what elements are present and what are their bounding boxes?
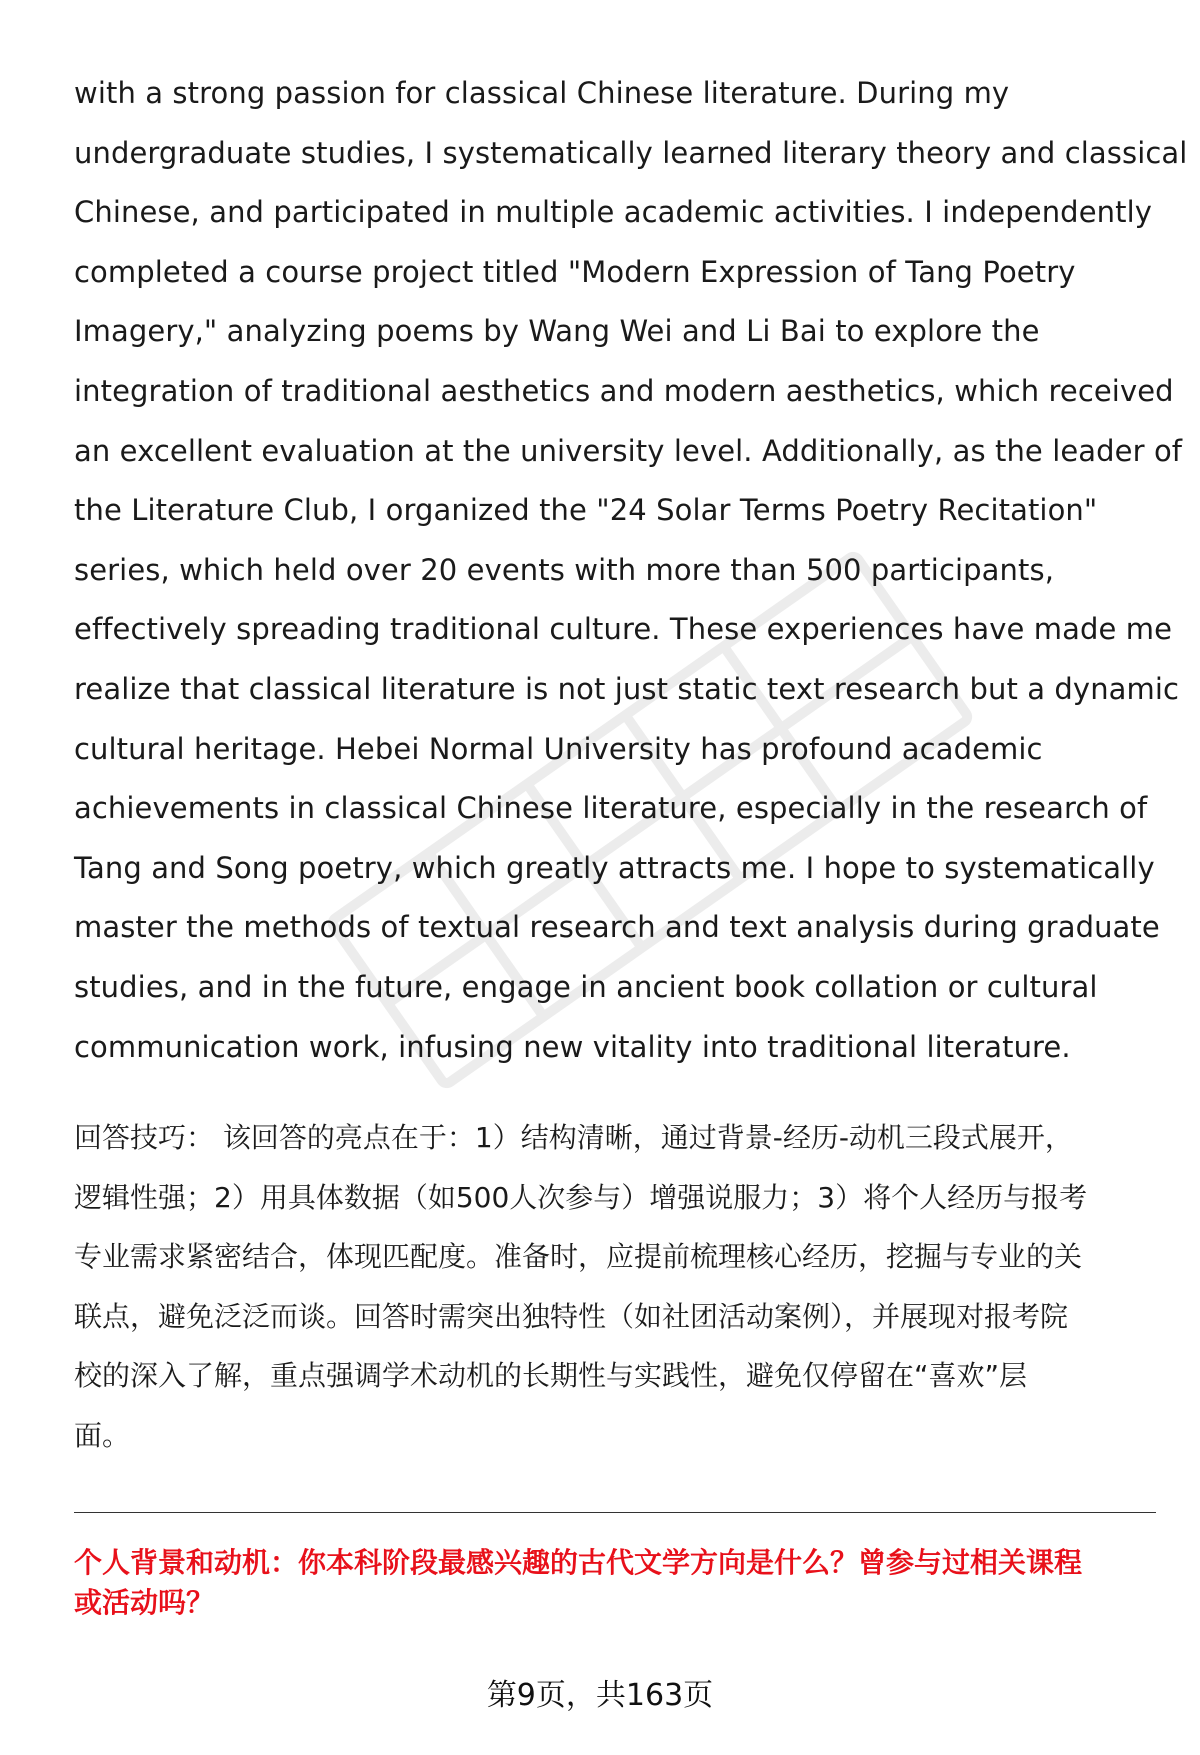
answer-line: studies, and in the future, engage in ancient book collation or cultural xyxy=(74,969,1098,1004)
answer-line: achievements in classical Chinese literature, especially in the research of xyxy=(74,791,1148,826)
answer-line: an excellent evaluation at the university level. Additionally, as the leader of xyxy=(74,433,1183,468)
answer-line: realize that classical literature is not just static text research but a dynamic xyxy=(74,671,1180,706)
answer-line: series, which held over 20 events with more than 500 participants, xyxy=(74,552,1055,587)
answer-line: cultural heritage. Hebei Normal University has profound academic xyxy=(74,731,1043,766)
question-line: 或活动吗？ xyxy=(74,1586,215,1619)
answer-line: Chinese, and participated in multiple academic activities. I independently xyxy=(74,195,1153,230)
answer-paragraph xyxy=(74,64,1188,1077)
answer-line: completed a course project titled "Modern Expression of Tang Poetry xyxy=(74,254,1076,289)
page-number: 第9页，共163页 xyxy=(486,1678,714,1713)
section-divider xyxy=(74,1512,1156,1513)
tips-line: 逻辑性强；2）用具体数据（如500人次参与）增强说服力；3）将个人经历与报考 xyxy=(74,1180,1088,1214)
answer-line: effectively spreading traditional culture. These experiences have made me xyxy=(74,612,1173,647)
answer-line: with a strong passion for classical Chinese literature. During my xyxy=(74,76,1010,110)
answer-line: master the methods of textual research and text analysis during graduate xyxy=(74,910,1160,945)
question-line: 个人背景和动机：你本科阶段最感兴趣的古代文学方向是什么？曾参与过相关课程 xyxy=(74,1546,1083,1579)
tips-line: 面。 xyxy=(74,1418,131,1452)
tips-line: 联点，避免泛泛而谈。回答时需突出独特性（如社团活动案例），并展现对报考院 xyxy=(74,1299,1069,1333)
answer-line: Imagery," analyzing poems by Wang Wei and Li Bai to explore the xyxy=(74,314,1040,349)
answer-tips xyxy=(74,1108,1154,1466)
tips-line: 回答技巧： 该回答的亮点在于：1）结构清晰，通过背景-经历-动机三段式展开， xyxy=(74,1121,1073,1154)
tips-line: 校的深入了解，重点强调学术动机的长期性与实践性，避免仅停留在“喜欢”层 xyxy=(74,1359,1028,1393)
answer-line: integration of traditional aesthetics and modern aesthetics, which received xyxy=(74,373,1174,408)
answer-line: undergraduate studies, I systematically learned literary theory and classical xyxy=(74,135,1188,170)
answer-line: communication work, infusing new vitality into traditional literature. xyxy=(74,1029,1071,1064)
answer-line: Tang and Song poetry, which greatly attracts me. I hope to systematically xyxy=(74,850,1155,885)
question-heading xyxy=(74,1543,1156,1623)
answer-line: the Literature Club, I organized the "24 Solar Terms Poetry Recitation" xyxy=(74,493,1098,528)
tips-line: 专业需求紧密结合，体现匹配度。准备时，应提前梳理核心经历，挖掘与专业的关 xyxy=(74,1240,1083,1274)
